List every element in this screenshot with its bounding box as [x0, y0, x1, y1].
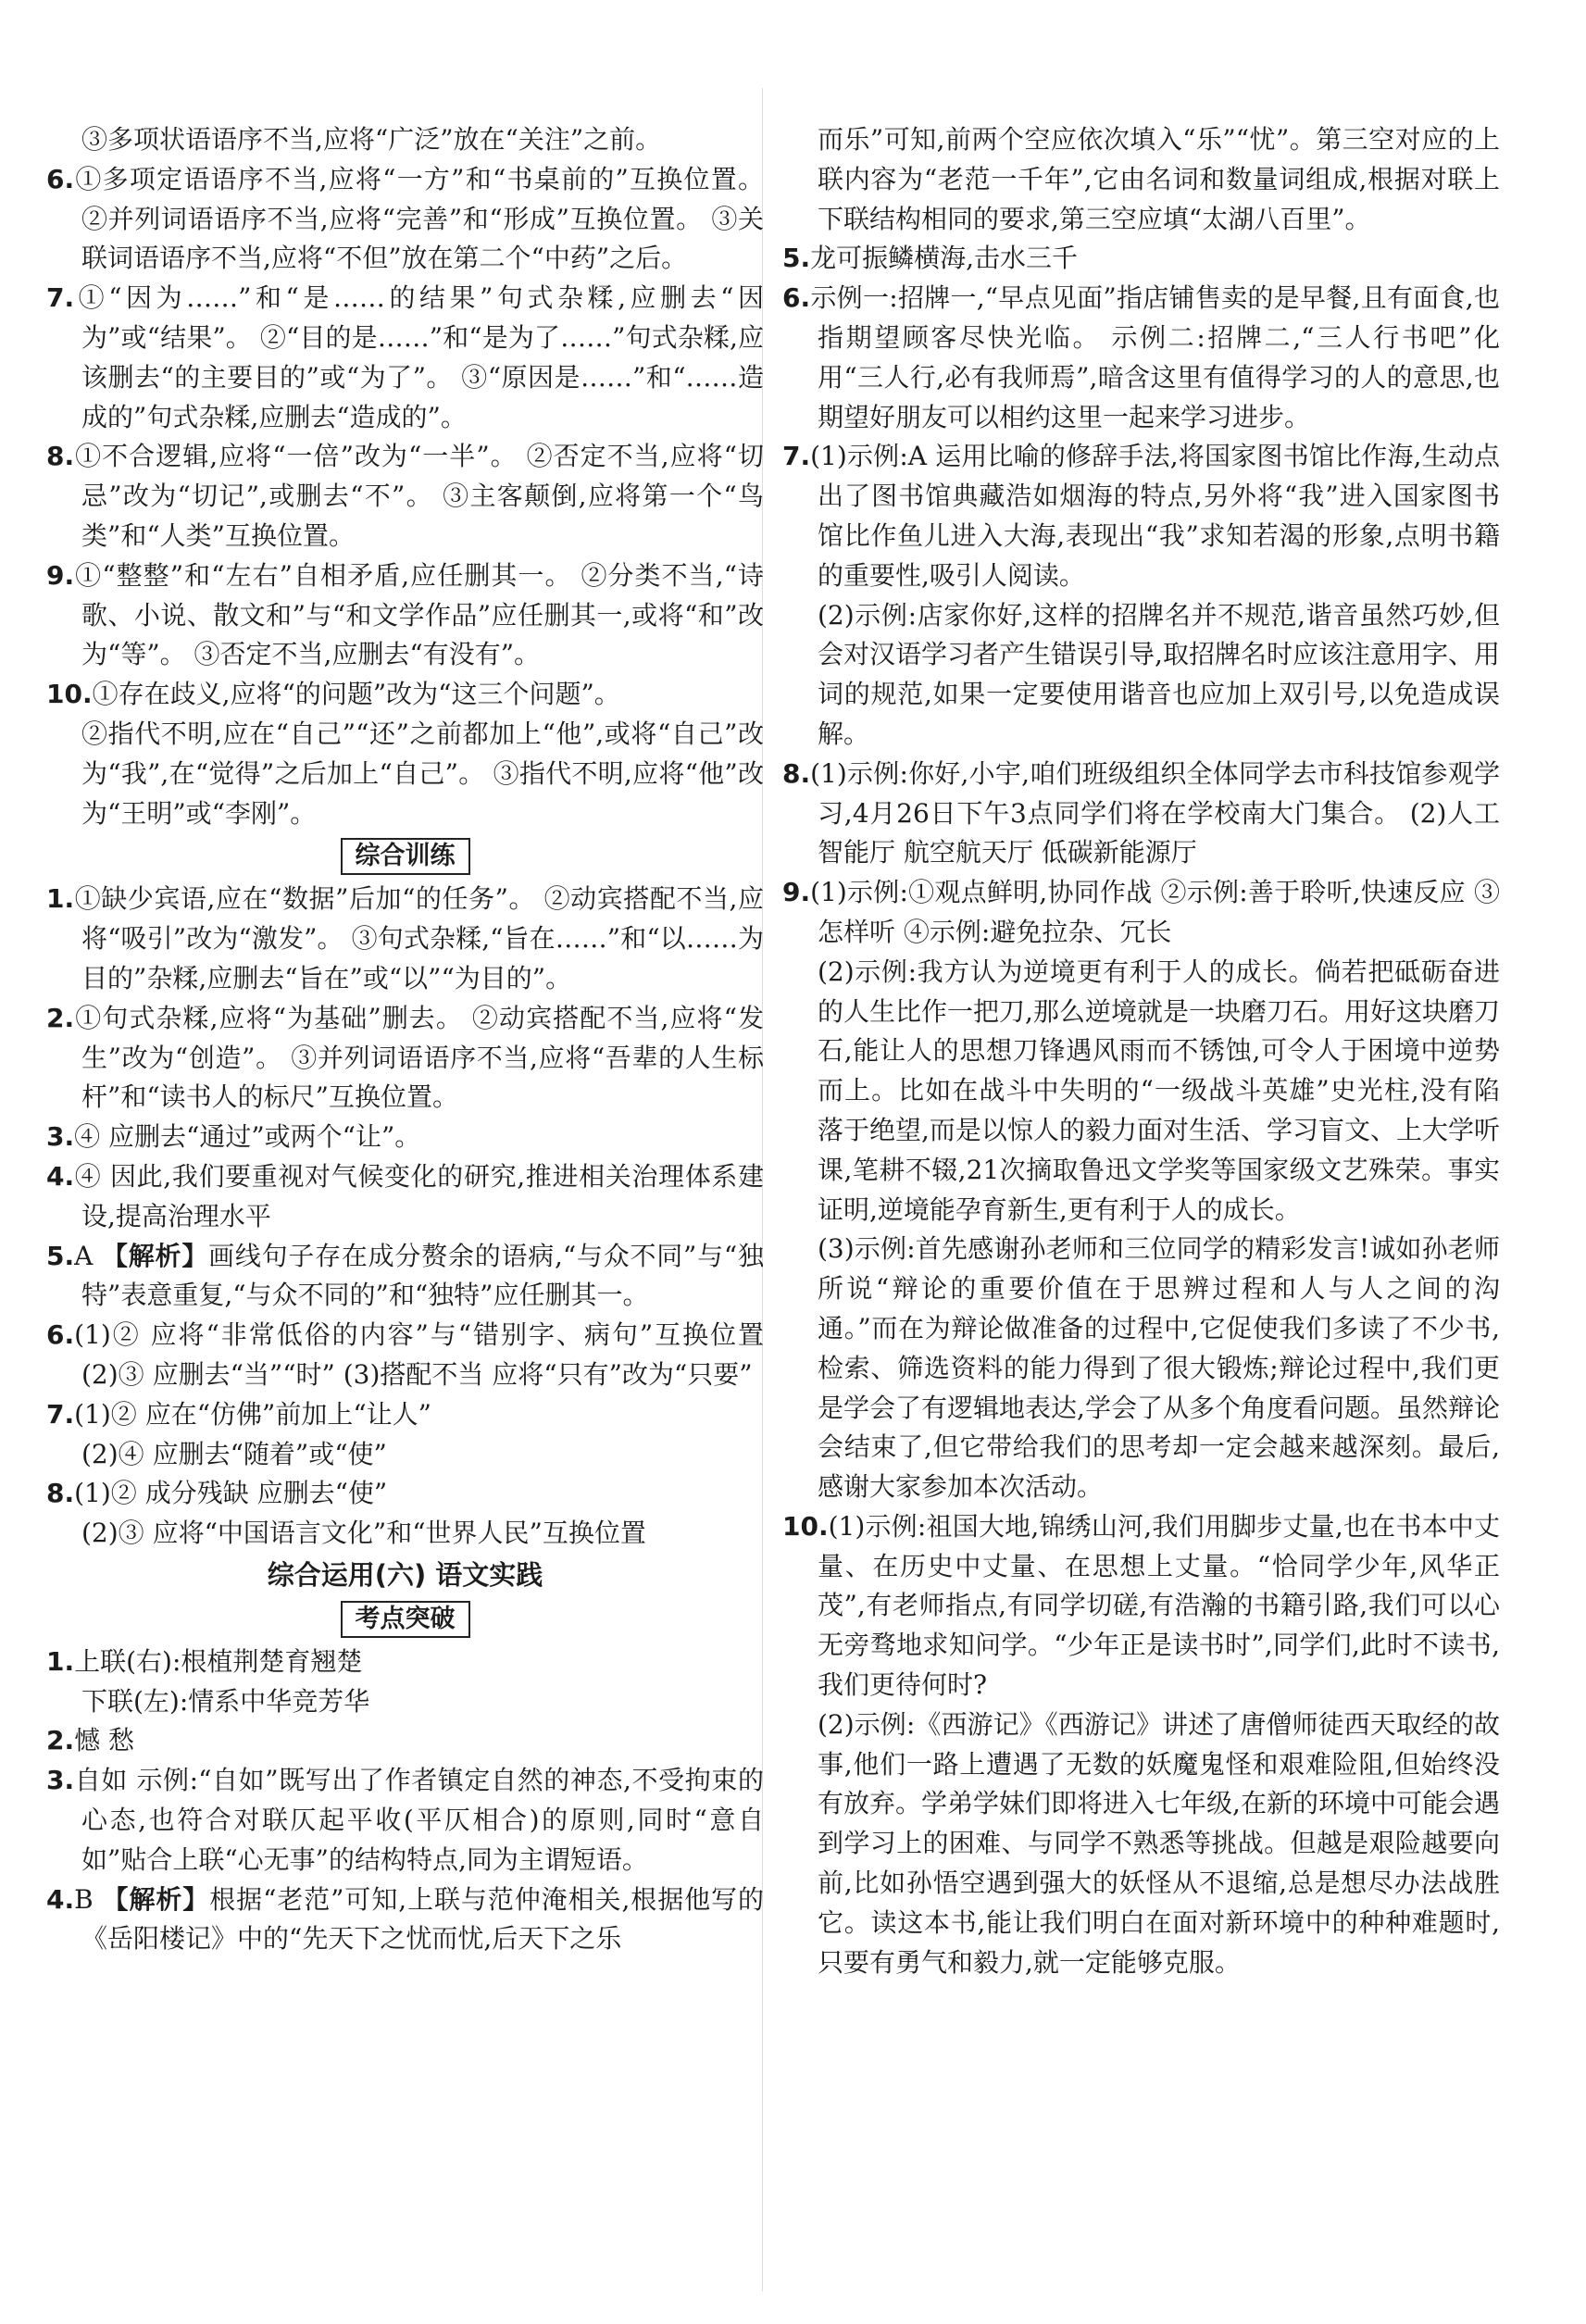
section-box-title: 考点突破	[341, 1601, 470, 1638]
answer-item: 2.①句式杂糅,应将“为基础”删去。 ②动宾搭配不当,应将“发生”改为“创造”。 ③并列词语语序不当,应将“吾辈的人生标杆”和“读书人的标尺”互换位置。	[46, 1002, 764, 1113]
answer-item: (2)③ 应将“中国语言文化”和“世界人民”互换位置	[81, 1518, 646, 1549]
answer-item: 5.龙可振鳞横海,击水三千	[782, 243, 1079, 274]
answer-item: 3.自如 示例:“自如”既写出了作者镇定自然的神态,不受拘束的心态,也符合对联仄起平收(平仄相合)的原则,同时“意自如”贴合上联“心无事”的结构特点,同为主谓短语。	[46, 1765, 764, 1875]
analysis-tag: 【解析】	[102, 1883, 210, 1915]
section-box	[46, 1596, 764, 1643]
answer-item: (3)示例:首先感谢孙老师和三位同学的精彩发言!诚如孙老师所说“辩论的重要价值在于思辨过程和人与人之间的沟通。”而在为辩论做准备的过程中,它促使我们多读了不少书,检索、筛选资料的能力得到了很大锻炼;辩论过程中,我们更是学会了有逻辑地表达,学会了从多个角度看问题。虽然辩论会结束了,但它带给我们的思考却一定会越来越深刻。最后,感谢大家参加本次活动。	[818, 1233, 1500, 1503]
answer-item: 4.B 【解析】根据“老范”可知,上联与范仲淹相关,根据他写的《岳阳楼记》中的“先天下之忧而忧,后天下之乐	[46, 1883, 764, 1955]
answer-item: 7.①“因为……”和“是……的结果”句式杂糅,应删去“因为”或“结果”。 ②“目的是……”和“是为了……”句式杂糅,应该删去“的主要目的”或“为了”。 ③“原因是……”和“……造成的”句式杂糅,应删去“造成的”。	[46, 282, 764, 432]
answer-item: 1.上联(右):根植荆楚育翘楚	[46, 1645, 363, 1677]
answer-item: 9.(1)示例:①观点鲜明,协同作战 ②示例:善于聆听,快速反应 ③怎样听 ④示例:避免拉杂、冗长	[782, 877, 1500, 947]
answer-item: 8.(1)② 成分残缺 应删去“使”	[46, 1478, 388, 1509]
answer-item: 5.A 【解析】画线句子存在成分赘余的语病,“与众不同”与“独特”表意重复,“与众不同的”和“独特”应任删其一。	[46, 1240, 764, 1311]
answer-item: 10.①存在歧义,应将“的问题”改为“这三个问题”。	[46, 679, 620, 710]
answer-item: 8.①不合逻辑,应将“一倍”改为“一半”。 ②否定不当,应将“切忌”改为“切记”,或删去“不”。 ③主客颠倒,应将第一个“鸟类”和“人类”互换位置。	[46, 441, 764, 551]
answer-item: 下联(左):情系中华竞芳华	[81, 1685, 370, 1717]
analysis-tag: 【解析】	[102, 1240, 209, 1271]
answer-item: 10.(1)示例:祖国大地,锦绣山河,我们用脚步丈量,也在书本中丈量、在历史中丈量、在思想上丈量。“恰同学少年,风华正茂”,有老师指点,有同学切磋,有浩瀚的书籍引路,我们可以心无旁骛地求知问学。“少年正是读书时”,同学们,此时不读书,我们更待何时?	[782, 1510, 1500, 1701]
answer-item: 9.①“整整”和“左右”自相矛盾,应任删其一。 ②分类不当,“诗歌、小说、散文和”与“和文学作品”应任删其一,或将“和”改为“等”。 ③否定不当,应删去“有没有”。	[46, 559, 764, 670]
answer-item: (2)示例:《西游记》《西游记》讲述了唐僧师徒西天取经的故事,他们一路上遭遇了无数的妖魔鬼怪和艰难险阻,但始终没有放弃。学弟学妹们即将进入七年级,在新的环境中可能会遇到学习上的困难、与同学不熟悉等挑战。但越是艰险越要向前,比如孙悟空遇到强大的妖怪从不退缩,总是想尽办法战胜它。读这本书,能让我们明白在面对新环境中的种种难题时,只要有勇气和毅力,就一定能够克服。	[818, 1708, 1500, 1978]
answer-item: 而乐”可知,前两个空应依次填入“乐”“忧”。第三空对应的上联内容为“老范一千年”,它由名词和数量词组成,根据对联上下联结构相同的要求,第三空应填“太湖八百里”。	[818, 124, 1500, 234]
answer-item: 7.(1)示例:A 运用比喻的修辞手法,将国家图书馆比作海,生动点出了图书馆典藏浩如烟海的特点,另外将“我”进入国家图书馆比作鱼儿进入大海,表现出“我”求知若渴的形象,点明书籍的重要性,吸引人阅读。	[782, 441, 1500, 591]
answer-item: 2.憾 愁	[46, 1725, 135, 1756]
section-title: 综合运用(六) 语文实践	[267, 1558, 543, 1591]
answer-item: 1.①缺少宾语,应在“数据”后加“的任务”。 ②动宾搭配不当,应将“吸引”改为“激发”。 ③句式杂糅,“旨在……”和“以……为目的”杂糅,应删去“旨在”或“以”“为目的”。	[46, 883, 764, 993]
answer-item: 6.(1)② 应将“非常低俗的内容”与“错别字、病句”互换位置 (2)③ 应删去“当”“时” (3)搭配不当 应将“只有”改为“只要”	[46, 1319, 764, 1390]
answer-item: 4.④ 因此,我们要重视对气候变化的研究,推进相关治理体系建设,提高治理水平	[46, 1160, 764, 1231]
left-column	[46, 120, 764, 1959]
answer-item: 3.④ 应删去“通过”或两个“让”。	[46, 1121, 421, 1153]
answer-item: ③多项状语语序不当,应将“广泛”放在“关注”之前。	[81, 124, 662, 155]
answer-item: 6.示例一:招牌一,“早点见面”指店铺售卖的是早餐,且有面食,也指期望顾客尽快光临。 示例二:招牌二,“三人行书吧”化用“三人行,必有我师焉”,暗含这里有值得学习的人的意思,也期望好朋友可以相约这里一起来学习进步。	[782, 282, 1500, 432]
answer-item: 7.(1)② 应在“仿佛”前加上“让人”	[46, 1398, 431, 1430]
section-box-title: 综合训练	[341, 838, 470, 875]
answer-item: (2)示例:店家你好,这样的招牌名并不规范,谐音虽然巧妙,但会对汉语学习者产生错误引导,取招牌名时应该注意用字、用词的规范,如果一定要使用谐音也应加上双引号,以免造成误解。	[818, 599, 1500, 749]
section-box	[46, 833, 764, 880]
answer-item: 6.①多项定语语序不当,应将“一方”和“书桌前的”互换位置。 ②并列词语语序不当,应将“完善”和“形成”互换位置。 ③关联词语语序不当,应将“不但”放在第二个“中药”之后。	[46, 163, 764, 274]
answer-item: (2)示例:我方认为逆境更有利于人的成长。倘若把砥砺奋进的人生比作一把刀,那么逆境就是一块磨刀石。用好这块磨刀石,能让人的思想刀锋遇风雨而不锈蚀,可令人于困境中逆势而上。比如在战斗中失明的“一级战斗英雄”史光柱,没有陷落于绝望,而是以惊人的毅力面对生活、学习盲文、上大学听课,笔耕不辍,21次摘取鲁迅文学奖等国家级文艺殊荣。事实证明,逆境能孕育新生,更有利于人的成长。	[818, 956, 1500, 1225]
right-column	[782, 120, 1500, 1982]
answer-item: 8.(1)示例:你好,小宇,咱们班级组织全体同学去市科技馆参观学习,4月26日下午3点同学们将在学校南大门集合。 (2)人工智能厅 航空航天厅 低碳新能源厅	[782, 757, 1500, 868]
answer-item: (2)④ 应删去“随着”或“使”	[81, 1438, 387, 1469]
answer-item: ②指代不明,应在“自己”“还”之前都加上“他”,或将“自己”改为“我”,在“觉得”之后加上“自己”。 ③指代不明,应将“他”改为“王明”或“李刚”。	[81, 718, 764, 829]
